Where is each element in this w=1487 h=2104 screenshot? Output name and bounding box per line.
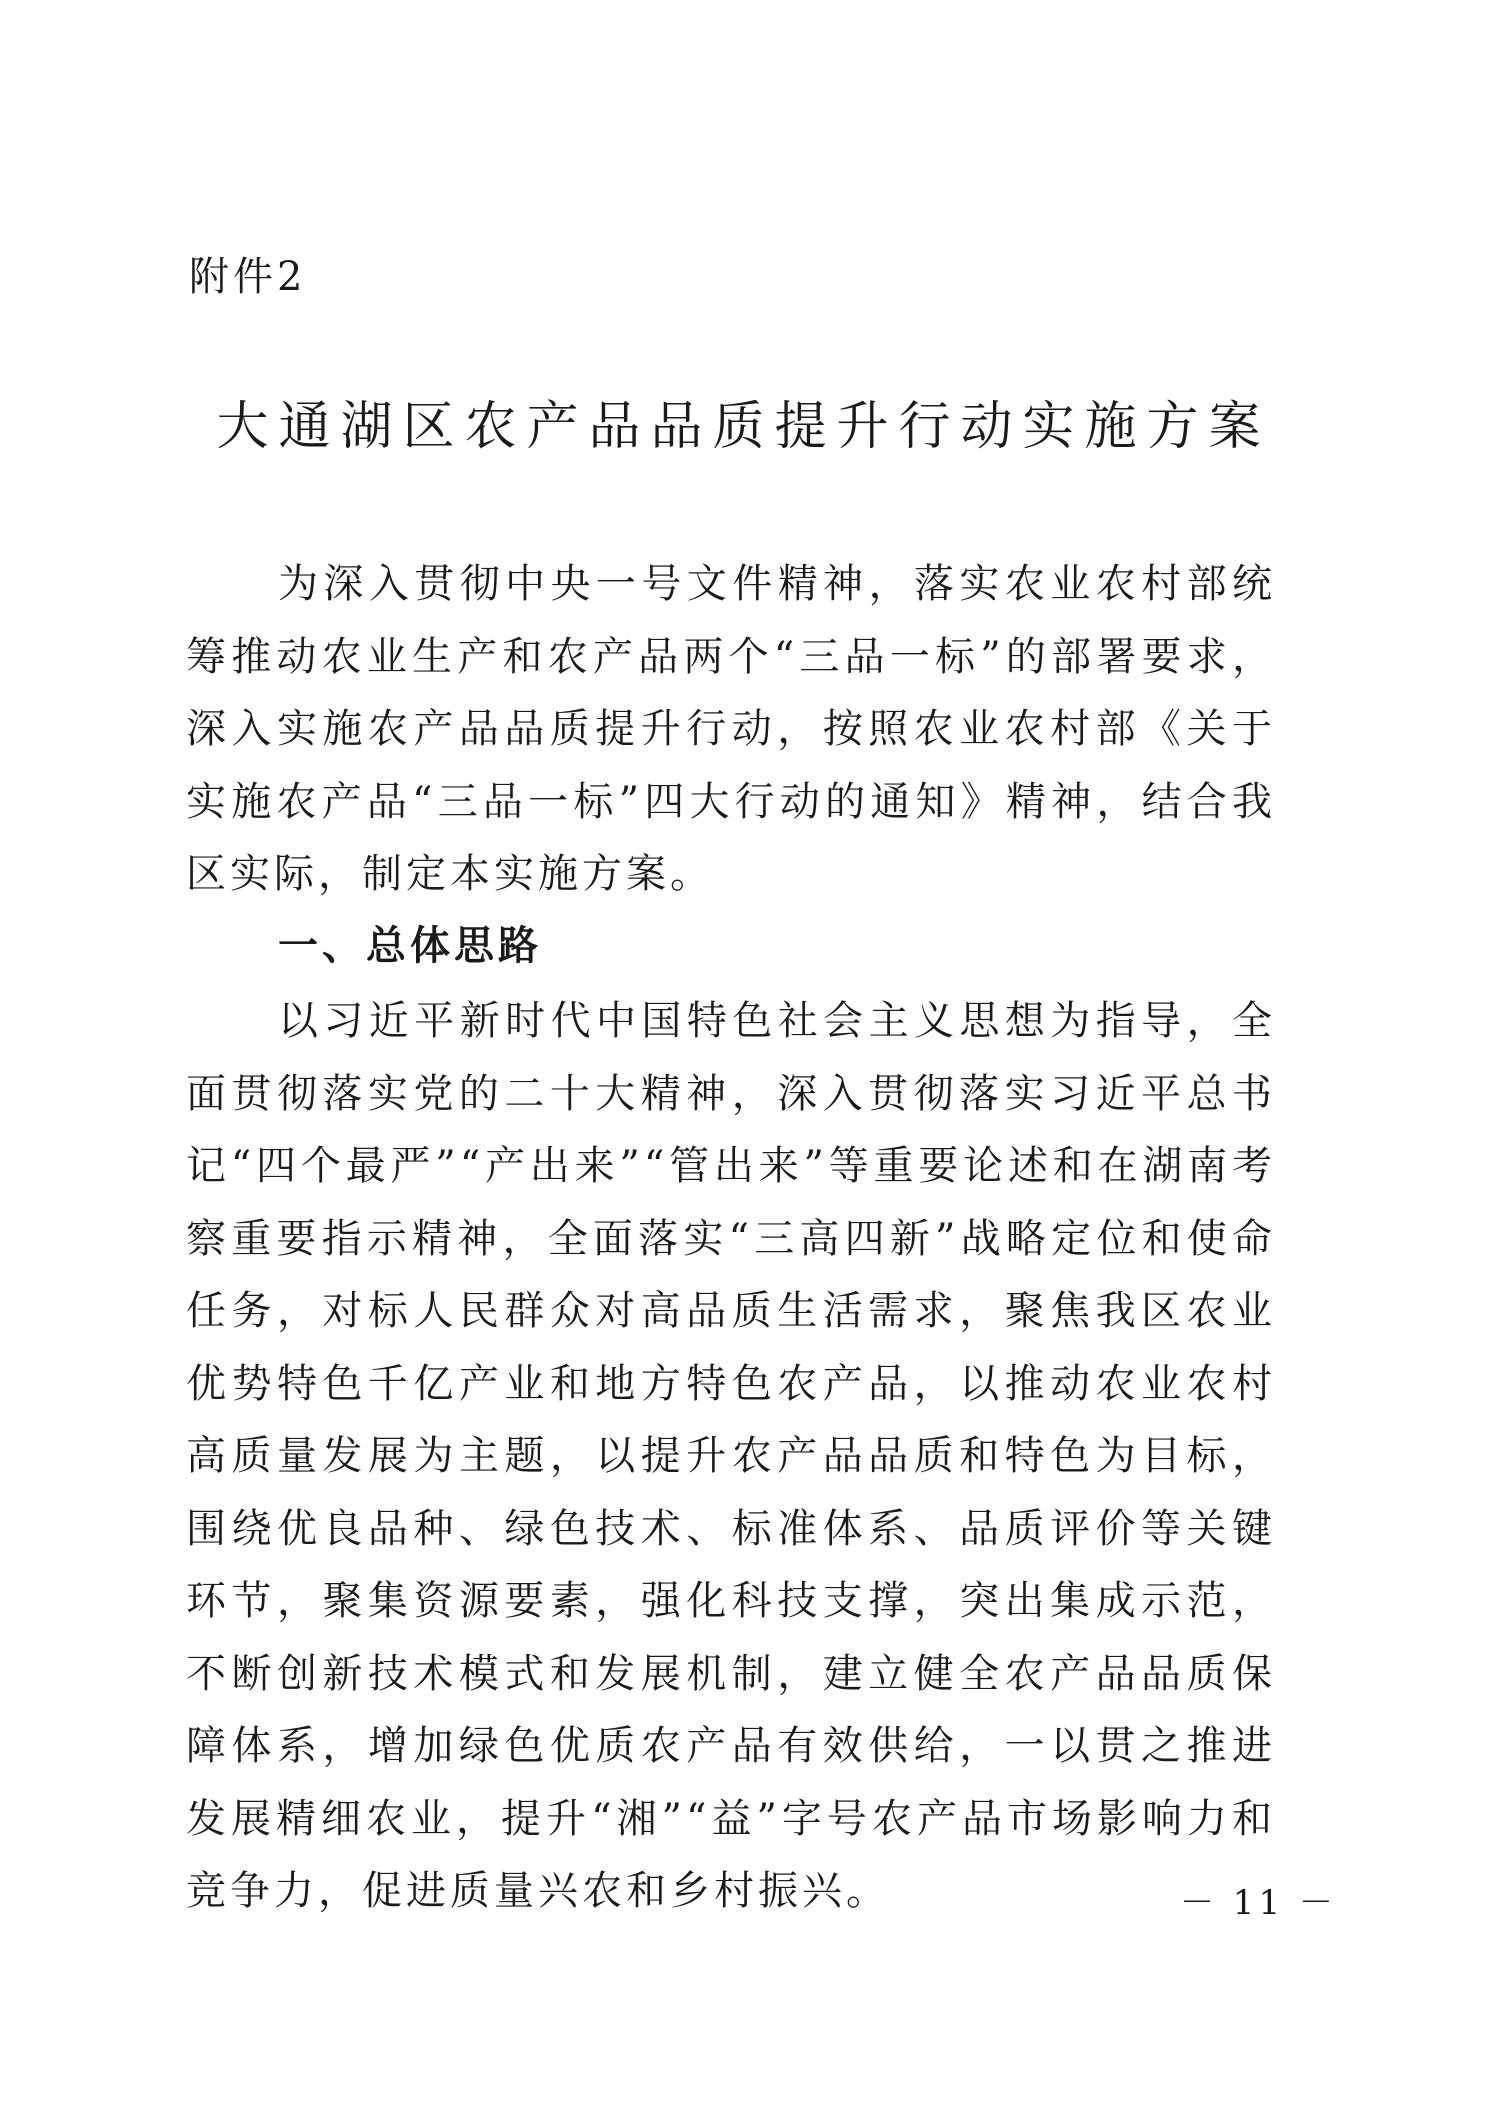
section-body-paragraph: 以习近平新时代中国特色社会主义思想为指导，全面贯彻落实党的二十大精神，深入贯彻落实习近平总书记“四个最严”“产出来”“管出来”等重要论述和在湖南考察重要指示精神，全面落实“三高四新”战略定位和使命任务，对标人民群众对高品质生活需求，聚焦我区农业优势特色千亿产业和地方特色农产品，以推动农业农村高质量发展为主题，以提升农产品品质和特色为目标，围绕优良品种、绿色技术、标准体系、品质评价等关键环节，聚集资源要素，强化科技支撑，突出集成示范，不断创新技术模式和发展机制，建立健全农产品品质保障体系，增加绿色优质农产品有效供给，一以贯之推进发展精细农业，提升“湘”“益”字号农产品市场影响力和竞争力，促进质量兴农和乡村振兴。 [186, 998, 1276, 1914]
attachment-label: 附件2 [189, 254, 307, 300]
intro-paragraph: 为深入贯彻中央一号文件精神，落实农业农村部统筹推动农业生产和农产品两个“三品一标”的部署要求，深入实施农产品品质提升行动，按照农业农村部《关于实施农产品“三品一标”四大行动的通知》精神，结合我区实际，制定本实施方案。 [186, 561, 1276, 897]
page-number: － 11 － [1180, 1883, 1337, 1923]
section-heading: 一、总体思路 [278, 922, 542, 969]
document-title: 大通湖区农产品品质提升行动实施方案 [216, 397, 1271, 457]
